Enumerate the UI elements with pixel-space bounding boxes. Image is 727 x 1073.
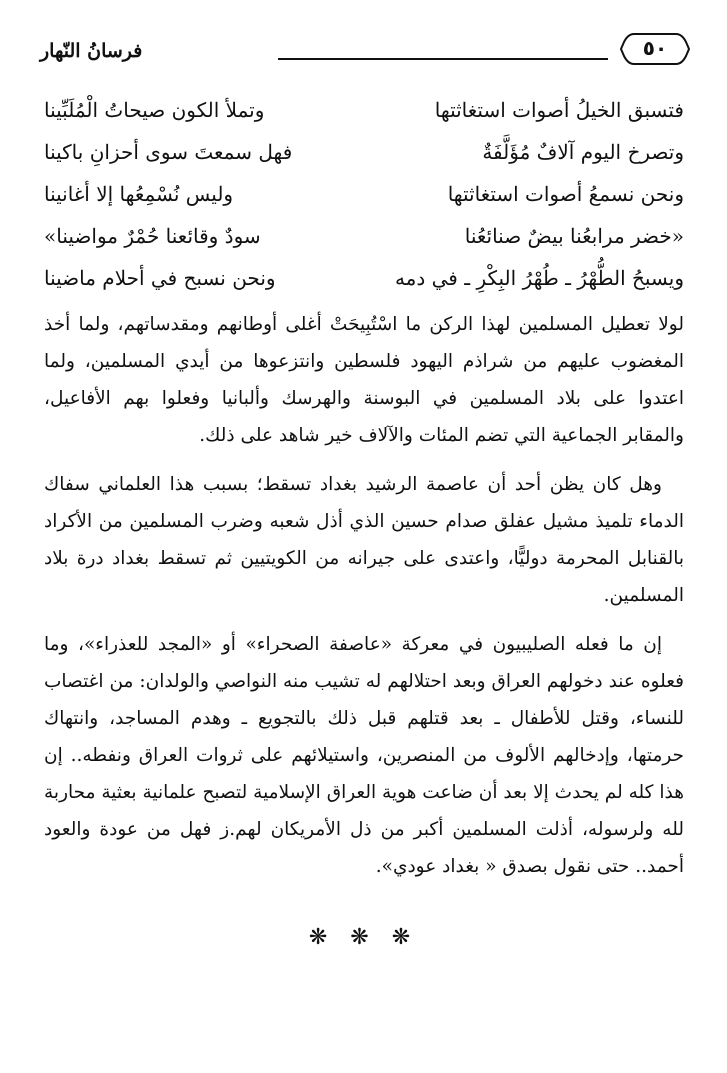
poem-hemistich-second: وليس نُسْمِعُها إلا أغانينا: [44, 182, 234, 206]
poem-line: [44, 260, 684, 302]
book-title: فرسانُ النّهار: [40, 40, 143, 62]
paragraph: لولا تعطيل المسلمين لهذا الركن ما اسْتُبِيحَتْ أغلى أوطانهم ومقدساتهم، ولما أخذ المغضوب عليهم من شراذم اليهود فلسطين وانتزعوها من أيدي المسلمين، ولما اعتدوا على بلاد المسلمين في البوسنة والهرسك وألبانيا وفعلوا بهم الأفاعيل، والمقابر الجماعية التي تضم المئات والآلاف خير شاهد على ذلك.: [44, 314, 684, 446]
body-text: [44, 306, 684, 897]
poem-hemistich-second: فهل سمعتَ سوى أحزانِ باكينا: [44, 140, 293, 164]
poem-hemistich-second: وتملأ الكون صيحاتُ الْمُلَبِّينا: [44, 98, 265, 122]
page-number-badge: [620, 32, 690, 66]
poem-hemistich-second: ونحن نسبح في أحلام ماضينا: [44, 266, 276, 290]
page-header: [40, 30, 690, 70]
poem-line: [44, 134, 684, 176]
poem-line: [44, 218, 684, 260]
section-separator: ❋ ❋ ❋: [308, 925, 419, 950]
poem-hemistich-first: فتسبق الخيلُ أصوات استغاثتها: [434, 98, 684, 122]
paragraph: إن ما فعله الصليبيون في معركة «عاصفة الصحراء» أو «المجد للعذراء»، وما فعلوه عند دخولهم العراق وبعد احتلالهم له تشيب منه النواصي والولدان: من اغتصاب للنساء، وقتل للأطفال ـ بعد قتلهم قبل ذلك بالتجويع ـ وهدم المساجد، وانتهاك حرمتها، وإدخالهم الألوف من المنصرين، واستيلائهم على ثروات العراق ونفطه.. إن هذا كله لم يحدث إلا بعد أن ضاعت هوية العراق الإسلامية لتصبح علمانية بعثية محاربة لله ولرسوله، أذلت المسلمين أكبر من ذل الأمريكان لهم.ز فهل من عودة والعود أحمد.. حتى نقول بصدق « بغداد عودي».: [44, 634, 684, 877]
poem-line: [44, 92, 684, 134]
poem-line: [44, 176, 684, 218]
poem-hemistich-first: ونحن نسمعُ أصوات استغاثتها: [447, 182, 684, 206]
poem-hemistich-first: وتصرخ اليوم آلافٌ مُؤَلَّفَةٌ: [482, 140, 684, 164]
poem-hemistich-first: «خضر مرابعُنا بيضٌ صنائعُنا: [464, 224, 684, 248]
poem-hemistich-first: ويسبحُ الطُّهْرُ ـ طُهْرُ البِكْرِ ـ في دمه: [394, 266, 684, 290]
paragraph: وهل كان يظن أحد أن عاصمة الرشيد بغداد تسقط؛ بسبب هذا العلماني سفاك الدماء تلميذ مشيل عفلق صدام حسين الذي أذل شعبه وضرب المسلمين من الأكراد بالقنابل المحرمة دوليًّا، واعتدى على جيرانه من الكويتيين ثم تسقط بغداد درة بلاد المسلمين.: [44, 474, 684, 606]
header-rule: [278, 58, 608, 60]
page-number: ٥٠: [642, 36, 668, 60]
poem: [44, 92, 684, 302]
poem-hemistich-second: سودٌ وقائعنا حُمْرٌ مواضينا»: [44, 224, 261, 248]
